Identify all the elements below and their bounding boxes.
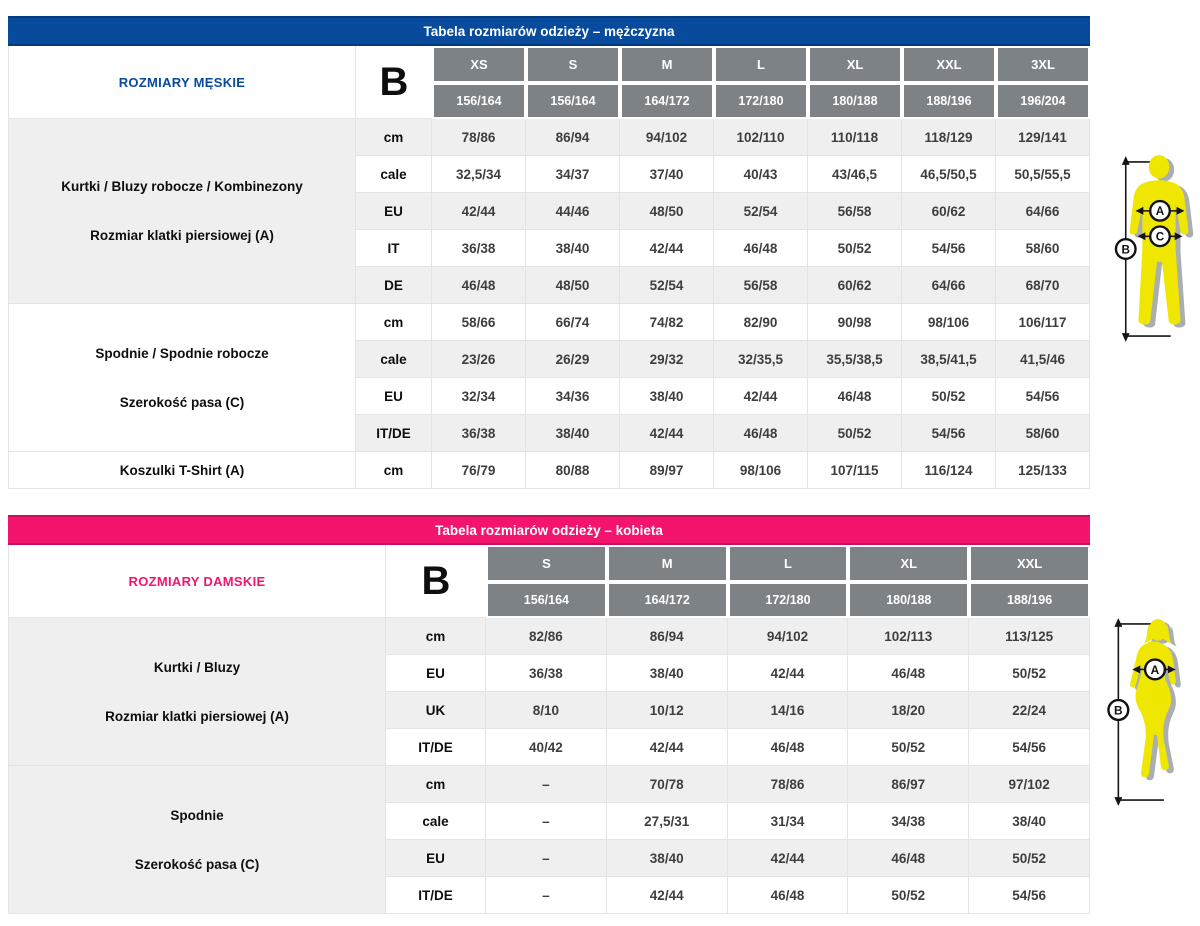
value-cell: 98/106 xyxy=(902,304,996,341)
height-measure-badge-b xyxy=(1116,239,1136,259)
section-label-line1: Kurtki / Bluzy robocze / Kombinezony xyxy=(61,179,303,194)
unit-cell: cm xyxy=(356,304,432,341)
unit-cell: cm xyxy=(356,452,432,489)
men-size-table xyxy=(8,46,1090,489)
women-size-table xyxy=(8,545,1090,914)
measure-a-badge: A xyxy=(1155,205,1165,219)
value-cell: 22/24 xyxy=(969,692,1090,729)
value-cell: 26/29 xyxy=(526,341,620,378)
unit-cell: EU xyxy=(386,655,486,692)
height-header-s: 156/164 xyxy=(526,83,620,119)
value-cell: 41,5/46 xyxy=(996,341,1090,378)
size-header-m: M xyxy=(620,46,714,83)
value-cell: 42/44 xyxy=(728,655,849,692)
value-cell: 107/115 xyxy=(808,452,902,489)
value-cell: 40/43 xyxy=(714,156,808,193)
height-measure-badge-b xyxy=(1108,700,1128,720)
table-row xyxy=(9,304,1090,341)
value-cell: 38/40 xyxy=(526,230,620,267)
value-cell: 14/16 xyxy=(728,692,849,729)
section-label-line2: Rozmiar klatki piersiowej (A) xyxy=(90,228,274,243)
value-cell: 125/133 xyxy=(996,452,1090,489)
height-header-xxl: 188/196 xyxy=(902,83,996,119)
value-cell: 54/56 xyxy=(969,877,1090,914)
value-cell: 89/97 xyxy=(620,452,714,489)
value-cell: 29/32 xyxy=(620,341,714,378)
height-header-l: 172/180 xyxy=(728,582,849,618)
unit-cell: cale xyxy=(356,341,432,378)
value-cell: 27,5/31 xyxy=(607,803,728,840)
size-header-xxl: XXL xyxy=(902,46,996,83)
size-header-xs: XS xyxy=(432,46,526,83)
size-header-s: S xyxy=(526,46,620,83)
value-cell: 90/98 xyxy=(808,304,902,341)
size-header-xl: XL xyxy=(808,46,902,83)
section-label xyxy=(9,452,356,489)
value-cell: 82/90 xyxy=(714,304,808,341)
value-cell: – xyxy=(486,803,607,840)
value-cell: 52/54 xyxy=(714,193,808,230)
section-label-line2: Szerokość pasa (C) xyxy=(119,394,245,410)
value-cell: 34/38 xyxy=(848,803,969,840)
size-header-xxl: XXL xyxy=(969,545,1090,582)
measure-b-badge: B xyxy=(1114,703,1123,718)
value-cell: 36/38 xyxy=(432,230,526,267)
value-cell: 36/38 xyxy=(432,415,526,452)
value-cell: 42/44 xyxy=(607,877,728,914)
value-cell: 38/40 xyxy=(607,655,728,692)
value-cell: 46,5/50,5 xyxy=(902,156,996,193)
value-cell: 10/12 xyxy=(607,692,728,729)
table-row xyxy=(9,618,1090,655)
corner-label: ROZMIARY MĘSKIE xyxy=(9,46,356,119)
value-cell: 58/66 xyxy=(432,304,526,341)
value-cell: 56/58 xyxy=(714,267,808,304)
value-cell: 78/86 xyxy=(432,119,526,156)
value-cell: 38,5/41,5 xyxy=(902,341,996,378)
section-label xyxy=(9,618,386,766)
value-cell: 48/50 xyxy=(526,267,620,304)
value-cell: 42/44 xyxy=(432,193,526,230)
value-cell: 34/36 xyxy=(526,378,620,415)
value-cell: 50/52 xyxy=(848,729,969,766)
value-cell: 34/37 xyxy=(526,156,620,193)
value-cell: 97/102 xyxy=(969,766,1090,803)
unit-cell: IT/DE xyxy=(356,415,432,452)
value-cell: 18/20 xyxy=(848,692,969,729)
male-silhouette-graphic xyxy=(1114,154,1200,344)
unit-cell: cale xyxy=(386,803,486,840)
section-label-line2: Szerokość pasa (C) xyxy=(134,856,260,872)
unit-cell: cale xyxy=(356,156,432,193)
value-cell: 32/34 xyxy=(432,378,526,415)
value-cell: 50/52 xyxy=(848,877,969,914)
value-cell: 50/52 xyxy=(902,378,996,415)
value-cell: 56/58 xyxy=(808,193,902,230)
section-label-line1: Kurtki / Bluzy xyxy=(153,659,241,675)
size-header-l: L xyxy=(728,545,849,582)
unit-cell: EU xyxy=(356,193,432,230)
height-header-3xl: 196/204 xyxy=(996,83,1090,119)
b-measure-letter: B xyxy=(386,545,486,618)
value-cell: – xyxy=(486,840,607,877)
section-label-line1: Spodnie / Spodnie robocze xyxy=(95,345,269,361)
value-cell: 64/66 xyxy=(996,193,1090,230)
value-cell: 43/46,5 xyxy=(808,156,902,193)
value-cell: 38/40 xyxy=(969,803,1090,840)
value-cell: 50/52 xyxy=(969,655,1090,692)
value-cell: 54/56 xyxy=(902,415,996,452)
value-cell: 35,5/38,5 xyxy=(808,341,902,378)
women-table-title: Tabela rozmiarów odzieży – kobieta xyxy=(435,522,663,538)
women-size-table-section xyxy=(8,515,1090,914)
unit-cell: IT/DE xyxy=(386,729,486,766)
value-cell: 66/74 xyxy=(526,304,620,341)
height-header-xs: 156/164 xyxy=(432,83,526,119)
value-cell: – xyxy=(486,877,607,914)
table-row xyxy=(9,119,1090,156)
size-header-xl: XL xyxy=(848,545,969,582)
value-cell: 50,5/55,5 xyxy=(996,156,1090,193)
value-cell: 38/40 xyxy=(526,415,620,452)
value-cell: 40/42 xyxy=(486,729,607,766)
unit-cell: DE xyxy=(356,267,432,304)
value-cell: 94/102 xyxy=(620,119,714,156)
unit-cell: IT/DE xyxy=(386,877,486,914)
value-cell: 116/124 xyxy=(902,452,996,489)
value-cell: 23/26 xyxy=(432,341,526,378)
size-header-s: S xyxy=(486,545,607,582)
value-cell: 110/118 xyxy=(808,119,902,156)
value-cell: 46/48 xyxy=(808,378,902,415)
table-row xyxy=(9,766,1090,803)
unit-cell: UK xyxy=(386,692,486,729)
value-cell: 98/106 xyxy=(714,452,808,489)
value-cell: 58/60 xyxy=(996,230,1090,267)
value-cell: 60/62 xyxy=(902,193,996,230)
value-cell: 54/56 xyxy=(902,230,996,267)
height-header-m: 164/172 xyxy=(607,582,728,618)
value-cell: 86/94 xyxy=(526,119,620,156)
value-cell: 78/86 xyxy=(728,766,849,803)
male-measurement-diagram xyxy=(1114,154,1200,349)
corner-label: ROZMIARY DAMSKIE xyxy=(9,545,386,618)
value-cell: 38/40 xyxy=(620,378,714,415)
measure-c-badge: C xyxy=(1155,230,1165,244)
value-cell: 46/48 xyxy=(728,729,849,766)
value-cell: 46/48 xyxy=(848,655,969,692)
table-row xyxy=(9,452,1090,489)
height-header-xxl: 188/196 xyxy=(969,582,1090,618)
size-header-l: L xyxy=(714,46,808,83)
value-cell: 46/48 xyxy=(432,267,526,304)
value-cell: 46/48 xyxy=(714,230,808,267)
value-cell: 46/48 xyxy=(728,877,849,914)
value-cell: 86/94 xyxy=(607,618,728,655)
value-cell: 42/44 xyxy=(714,378,808,415)
value-cell: 8/10 xyxy=(486,692,607,729)
height-header-m: 164/172 xyxy=(620,83,714,119)
measure-b-badge: B xyxy=(1121,243,1130,257)
unit-cell: EU xyxy=(356,378,432,415)
value-cell: 42/44 xyxy=(728,840,849,877)
value-cell: 118/129 xyxy=(902,119,996,156)
female-measurement-diagram xyxy=(1106,616,1198,813)
value-cell: 32/35,5 xyxy=(714,341,808,378)
value-cell: 102/110 xyxy=(714,119,808,156)
value-cell: 42/44 xyxy=(607,729,728,766)
height-header-xl: 180/188 xyxy=(848,582,969,618)
value-cell: 46/48 xyxy=(848,840,969,877)
value-cell: 106/117 xyxy=(996,304,1090,341)
men-table-title-bar xyxy=(8,16,1090,46)
value-cell: 50/52 xyxy=(808,230,902,267)
value-cell: 82/86 xyxy=(486,618,607,655)
women-table-title-bar xyxy=(8,515,1090,545)
section-label xyxy=(9,119,356,304)
size-header-3xl: 3XL xyxy=(996,46,1090,83)
value-cell: 54/56 xyxy=(969,729,1090,766)
value-cell: 58/60 xyxy=(996,415,1090,452)
height-header-xl: 180/188 xyxy=(808,83,902,119)
value-cell: 113/125 xyxy=(969,618,1090,655)
value-cell: 38/40 xyxy=(607,840,728,877)
value-cell: 70/78 xyxy=(607,766,728,803)
height-header-l: 172/180 xyxy=(714,83,808,119)
section-label xyxy=(9,304,356,452)
men-size-table-section xyxy=(8,16,1090,489)
value-cell: 60/62 xyxy=(808,267,902,304)
value-cell: 52/54 xyxy=(620,267,714,304)
value-cell: 46/48 xyxy=(714,415,808,452)
value-cell: 44/46 xyxy=(526,193,620,230)
height-header-s: 156/164 xyxy=(486,582,607,618)
section-label-line2: Rozmiar klatki piersiowej (A) xyxy=(105,708,289,724)
value-cell: 102/113 xyxy=(848,618,969,655)
value-cell: 42/44 xyxy=(620,415,714,452)
value-cell: 64/66 xyxy=(902,267,996,304)
unit-cell: cm xyxy=(356,119,432,156)
b-measure-letter: B xyxy=(356,46,432,119)
value-cell: 50/52 xyxy=(808,415,902,452)
size-header-m: M xyxy=(607,545,728,582)
value-cell: 37/40 xyxy=(620,156,714,193)
value-cell: 54/56 xyxy=(996,378,1090,415)
section-label xyxy=(9,766,386,914)
value-cell: 48/50 xyxy=(620,193,714,230)
value-cell: 76/79 xyxy=(432,452,526,489)
value-cell: 36/38 xyxy=(486,655,607,692)
value-cell: 74/82 xyxy=(620,304,714,341)
men-table-title: Tabela rozmiarów odzieży – mężczyzna xyxy=(423,23,675,39)
value-cell: 94/102 xyxy=(728,618,849,655)
value-cell: 42/44 xyxy=(620,230,714,267)
section-label-line1: Spodnie xyxy=(170,807,224,823)
unit-cell: IT xyxy=(356,230,432,267)
value-cell: 129/141 xyxy=(996,119,1090,156)
value-cell: 80/88 xyxy=(526,452,620,489)
unit-cell: EU xyxy=(386,840,486,877)
unit-cell: cm xyxy=(386,766,486,803)
female-silhouette-graphic xyxy=(1106,616,1198,808)
value-cell: 31/34 xyxy=(728,803,849,840)
value-cell: 50/52 xyxy=(969,840,1090,877)
value-cell: 86/97 xyxy=(848,766,969,803)
unit-cell: cm xyxy=(386,618,486,655)
value-cell: 68/70 xyxy=(996,267,1090,304)
value-cell: – xyxy=(486,766,607,803)
section-label-line1: Koszulki T-Shirt (A) xyxy=(119,462,245,478)
value-cell: 32,5/34 xyxy=(432,156,526,193)
measure-a-badge: A xyxy=(1150,662,1160,677)
